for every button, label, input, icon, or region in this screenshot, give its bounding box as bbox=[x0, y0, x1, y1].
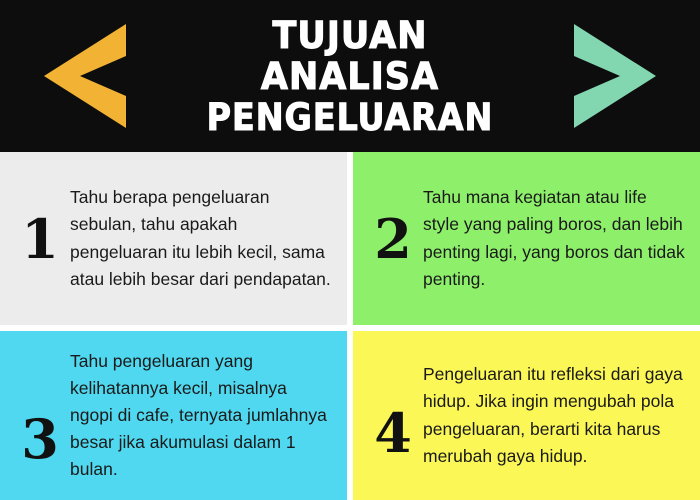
card-1 bbox=[0, 152, 347, 325]
page-title bbox=[140, 13, 560, 139]
card-2 bbox=[353, 152, 700, 325]
card-1-number: 1 bbox=[21, 206, 59, 271]
title-line-2: ANALISA bbox=[260, 54, 440, 98]
card-3-number: 3 bbox=[21, 407, 59, 471]
cards-grid bbox=[0, 152, 700, 500]
card-4-text: Pengeluaran itu refleksi dari gaya hidup. Jika ingin mengubah pola pengeluaran, berarti kita harus merubah gaya hidup. bbox=[423, 364, 683, 466]
card-2-text: Tahu mana kegiatan atau life style yang paling boros, dan lebih penting lagi, yang boros dan tidak penting. bbox=[423, 187, 685, 289]
chevron-right-icon bbox=[570, 22, 662, 130]
title-line-3: PENGELUARAN bbox=[206, 95, 494, 139]
card-3 bbox=[0, 331, 347, 500]
card-3-text: Tahu pengeluaran yang kelihatannya kecil, misalnya ngopi di cafe, ternyata jumlahnya besar jika akumulasi dalam 1 bulan. bbox=[70, 350, 327, 480]
card-1-text: Tahu berapa pengeluaran sebulan, tahu apakah pengeluaran itu lebih kecil, sama atau lebih besar dari pendapatan. bbox=[70, 187, 331, 289]
card-2-number: 2 bbox=[374, 206, 412, 271]
header-banner bbox=[0, 0, 700, 152]
card-4-number: 4 bbox=[374, 401, 412, 465]
title-line-1: TUJUAN bbox=[272, 13, 428, 57]
chevron-left-icon bbox=[38, 22, 130, 130]
card-4 bbox=[353, 331, 700, 500]
